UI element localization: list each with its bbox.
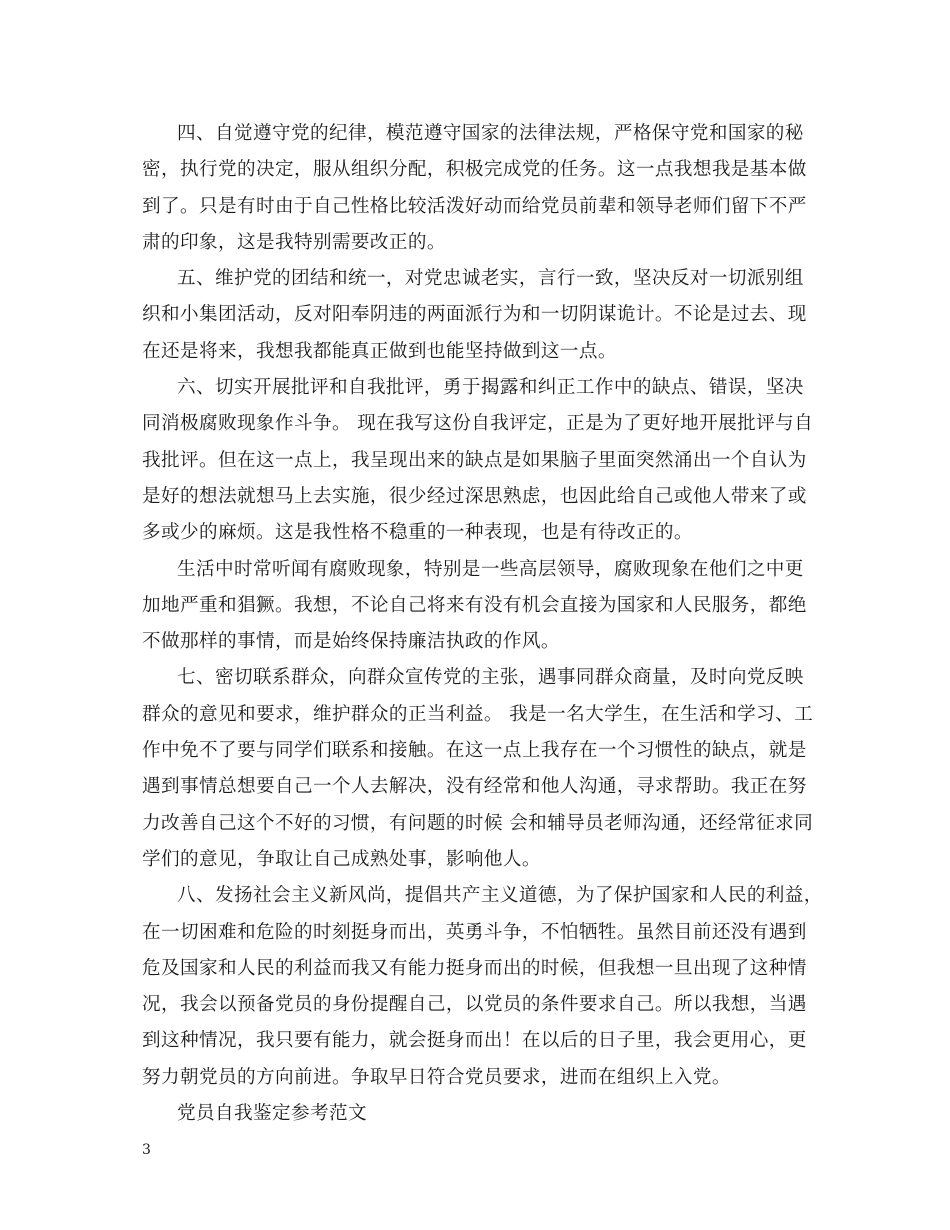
paragraph-corruption-line-2: 加地严重和猖獗。我想，不论自己将来有没有机会直接为国家和人民服务，都绝 <box>142 594 807 616</box>
paragraph-7-line-4: 遇到事情总想要自己一个人去解决，没有经常和他人沟通，寻求帮助。我正在努 <box>142 776 807 798</box>
paragraph-5-line-1: 五、维护党的团结和统一，对党忠诚老实，言行一致，坚决反对一切派别组 <box>177 268 804 290</box>
paragraph-7-line-1: 七、密切联系群众，向群众宣传党的主张，遇事同群众商量，及时向党反映 <box>177 667 804 689</box>
paragraph-4-line-2: 密，执行党的决定，服从组织分配，积极完成党的任务。这一点我想我是基本做 <box>142 159 807 181</box>
section-heading: 党员自我鉴定参考范文 <box>177 1103 367 1125</box>
paragraph-7-line-3: 作中免不了要与同学们联系和接触。在这一点上我存在一个习惯性的缺点，就是 <box>142 740 807 762</box>
paragraph-8-line-3: 危及国家和人民的利益而我又有能力挺身而出的时候，但我想一旦出现了这种情 <box>142 957 807 979</box>
paragraph-6-line-2: 同消极腐败现象作斗争。 现在我写这份自我评定，正是为了更好地开展批评与自 <box>142 413 814 435</box>
paragraph-4-line-4: 肃的印象，这是我特别需要改正的。 <box>142 231 446 253</box>
paragraph-corruption-line-3: 不做那样的事情，而是始终保持廉洁执政的作风。 <box>142 631 560 653</box>
document-body <box>142 116 822 1132</box>
paragraph-8-line-6: 努力朝党员的方向前进。争取早日符合党员要求，进而在组织上入党。 <box>142 1066 731 1088</box>
paragraph-7-line-6: 学们的意见，争取让自己成熟处事，影响他人。 <box>142 848 541 870</box>
paragraph-6-line-5: 多或少的麻烦。这是我性格不稳重的一种表现，也是有待改正的。 <box>142 522 693 544</box>
paragraph-5-line-3: 在还是将来，我想我都能真正做到也能坚持做到这一点。 <box>142 340 617 362</box>
paragraph-8-line-2: 在一切困难和危险的时刻挺身而出，英勇斗争，不怕牺牲。虽然目前还没有遇到 <box>142 921 807 943</box>
paragraph-8-line-1: 八、发扬社会主义新风尚，提倡共产主义道德，为了保护国家和人民的利益， <box>177 885 823 907</box>
page-number: 3 <box>142 1142 151 1158</box>
paragraph-7-line-5: 力改善自己这个不好的习惯，有问题的时候 会和辅导员老师沟通，还经常征求同 <box>142 812 814 834</box>
paragraph-corruption-line-1: 生活中时常听闻有腐败现象，特别是一些高层领导，腐败现象在他们之中更 <box>177 558 804 580</box>
paragraph-4-line-1: 四、自觉遵守党的纪律，模范遵守国家的法律法规，严格保守党和国家的秘 <box>177 123 804 144</box>
paragraph-8-line-4: 况，我会以预备党员的身份提醒自己，以党员的条件要求自己。所以我想，当遇 <box>142 994 807 1016</box>
paragraph-4-line-3: 到了。只是有时由于自己性格比较活泼好动而给党员前辈和领导老师们留下不严 <box>142 195 807 217</box>
paragraph-8-line-5: 到这种情况，我只要有能力，就会挺身而出！在以后的日子里，我会更用心，更 <box>142 1030 807 1052</box>
paragraph-6-line-1: 六、切实开展批评和自我批评，勇于揭露和纠正工作中的缺点、错误，坚决 <box>177 377 804 399</box>
paragraph-6-line-3: 我批评。但在这一点上，我呈现出来的缺点是如果脑子里面突然涌出一个自认为 <box>142 449 807 471</box>
paragraph-6-line-4: 是好的想法就想马上去实施，很少经过深思熟虑，也因此给自己或他人带来了或 <box>142 485 807 507</box>
paragraph-5-line-2: 织和小集团活动，反对阳奉阴违的两面派行为和一切阴谋诡计。不论是过去、现 <box>142 304 807 326</box>
paragraph-7-line-2: 群众的意见和要求，维护群众的正当利益。 我是一名大学生，在生活和学习、工 <box>142 703 814 725</box>
